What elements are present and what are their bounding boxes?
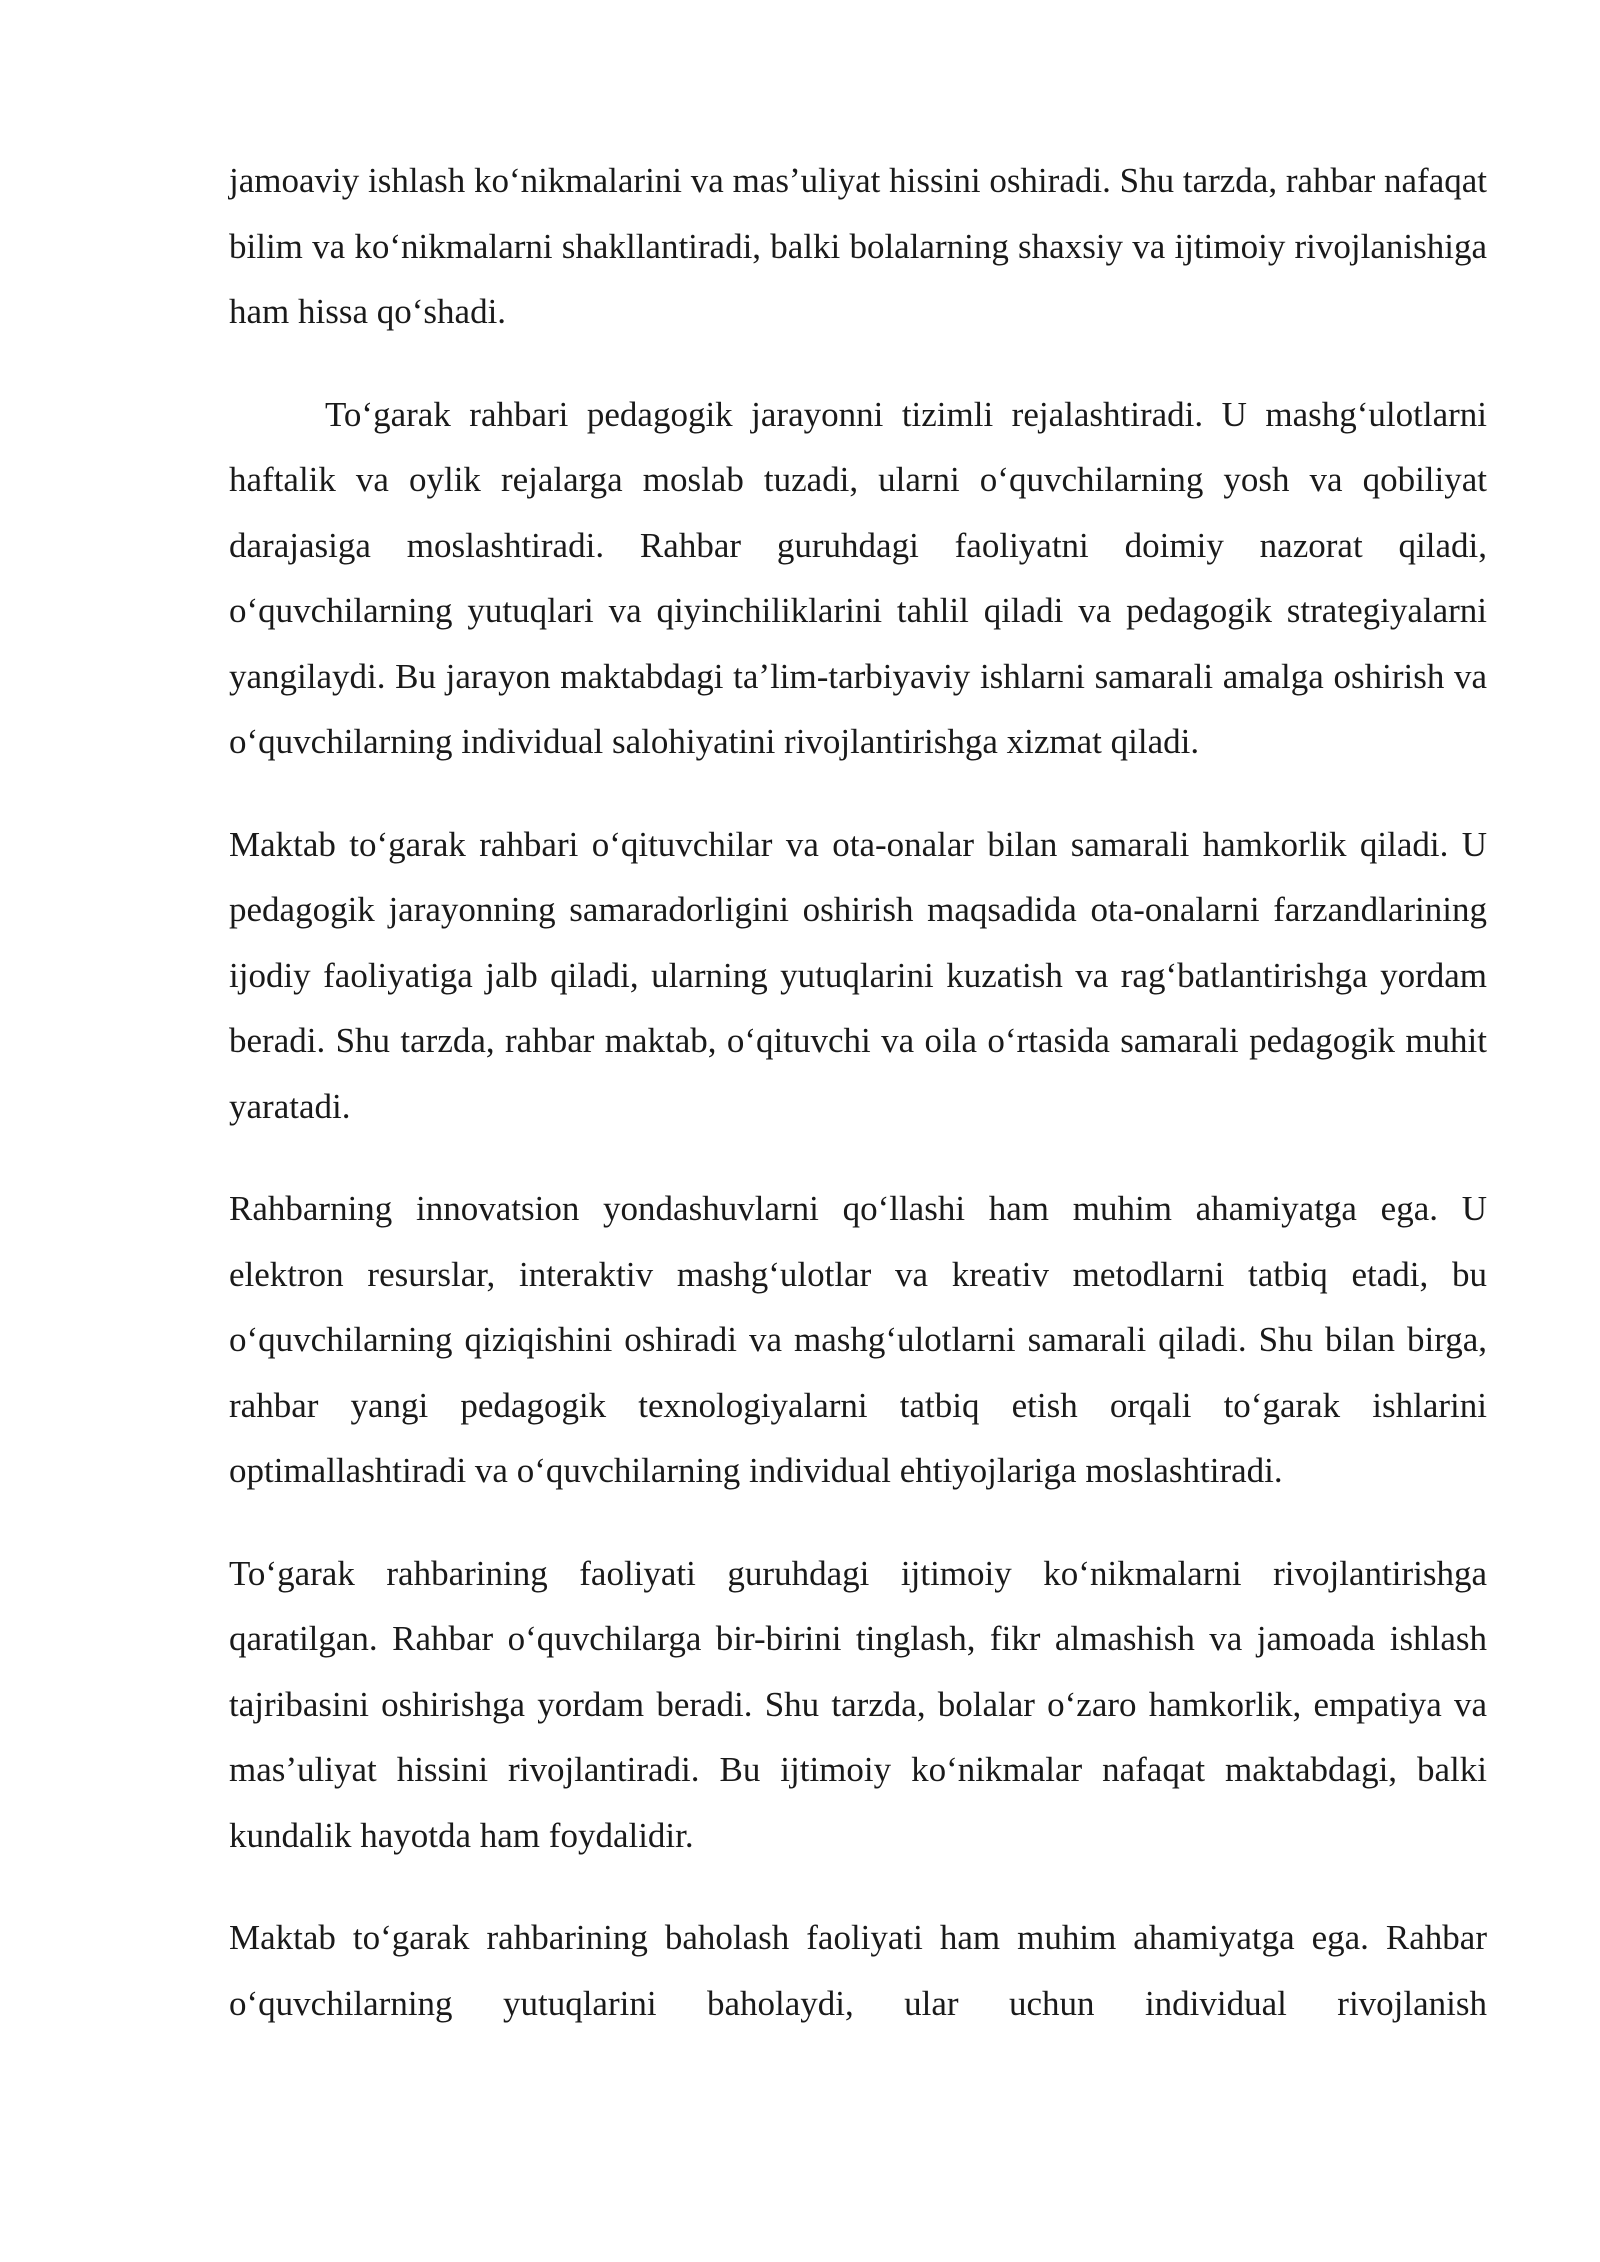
paragraph: jamoaviy ishlash koʻnikmalarini va masʼuliyat hissini oshiradi. Shu tarzda, rahbar nafaqat bilim va koʻnikmalarni shakllantiradi, balki bolalarning shaxsiy va ijtimoiy rivojlanishiga ham hissa qoʻshadi. xyxy=(229,161,1487,331)
paragraph: Rahbarning innovatsion yondashuvlarni qoʻllashi ham muhim ahamiyatga ega. U elektron resurslar, interaktiv mashgʻulotlar va kreativ metodlarni tatbiq etadi, bu oʻquvchilarning qiziqishini oshiradi va mashgʻulotlarni samarali qiladi. Shu bilan birga, rahbar yangi pedagogik texnologiyalarni tatbiq etish orqali toʻgarak ishlarini optimallashtiradi va oʻquvchilarning individual ehtiyojlariga moslashtiradi. xyxy=(229,1189,1487,1490)
paragraph: Maktab toʻgarak rahbari oʻqituvchilar va ota-onalar bilan samarali hamkorlik qiladi. U pedagogik jarayonning samaradorligini oshirish maqsadida ota-onalarni farzandlarining ijodiy faoliyatiga jalb qiladi, ularning yutuqlarini kuzatish va ragʻbatlantirishga yordam beradi. Shu tarzda, rahbar maktab, oʻqituvchi va oila oʻrtasida samarali pedagogik muhit yaratadi. xyxy=(229,824,1487,1126)
document-page xyxy=(229,148,1487,2073)
paragraph: Toʻgarak rahbari pedagogik jarayonni tizimli rejalashtiradi. U mashgʻulotlarni haftalik va oylik rejalarga moslab tuzadi, ularni oʻquvchilarning yosh va qobiliyat darajasiga moslashtiradi. Rahbar guruhdagi faoliyatni doimiy nazorat qiladi, oʻquvchilarning yutuqlari va qiyinchiliklarini tahlil qiladi va pedagogik strategiyalarni yangilaydi. Bu jarayon maktabdagi taʼlim-tarbiyaviy ishlarni samarali amalga oshirish va oʻquvchilarning individual salohiyatini rivojlantirishga xizmat qiladi. xyxy=(229,394,1487,761)
paragraph: Toʻgarak rahbarining faoliyati guruhdagi ijtimoiy koʻnikmalarni rivojlantirishga qaratilgan. Rahbar oʻquvchilarga bir-birini tinglash, fikr almashish va jamoada ishlash tajribasini oshirishga yordam beradi. Shu tarzda, bolalar oʻzaro hamkorlik, empatiya va masʼuliyat hissini rivojlantiradi. Bu ijtimoiy koʻnikmalar nafaqat maktabdagi, balki kundalik hayotda ham foydalidir. xyxy=(229,1553,1487,1855)
paragraph: Maktab toʻgarak rahbarining baholash faoliyati ham muhim ahamiyatga ega. Rahbar oʻquvchilarning yutuqlarini baholaydi, ular uchun individual rivojlanish xyxy=(229,1918,1487,2023)
